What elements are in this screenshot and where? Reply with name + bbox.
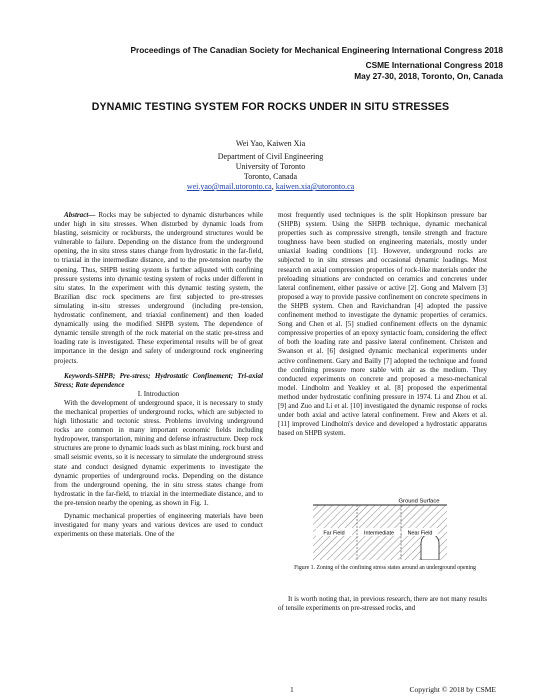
conference-header-dates: May 27-30, 2018, Toronto, On, Canada — [354, 71, 503, 81]
underground-opening — [421, 534, 439, 560]
author-university: University of Toronto — [235, 162, 306, 171]
author-emails — [0, 182, 541, 192]
email-separator: , — [271, 182, 276, 191]
intro-paragraph-1: With the development of underground space, it is necessary to study the mechanical properties of underground rocks, which are subjected to high lithostatic and tectonic stress. Problems involving underground rocks are common in many important economic fields including hydropower, transportation, mining and defense infrastructure. Deep rock structures are prone to dynamic loads such as blast mining, rock burst and small seismic events, so it is necessary to simulate the underground stress state and conduct designed dynamic experiments to investigate the dynamic properties of underground rocks. Depending on the distance from the underground opening, the in situ stress states change from hydrostatic in the far-field, to triaxial in the intermediate distance, and to the pre-tension nearby the opening, as shown in Fig. 1. — [54, 398, 263, 507]
right-column — [278, 211, 487, 438]
abstract-text: Rocks may be subjected to dynamic disturbances while under high in situ stresses. When disturbed by dynamic loads from blasting, seismicity or rockbursts, the underground structures would be vulnerable to failure. Depending on the distance from the underground opening, the in situ stress states change from hydrostatic in the far-field, to triaxial in the intermediate distance, and to the pre-tension nearby the opening. Thus, SHPB testing system is further adjusted with confining pressure systems into dynamic testing system of rocks under different in situ states. In the experiment with this dynamic testing system, the Brazilian disc rock specimens are first subjected to pre-stresses simulating in-situ stresses underground (including pre-tension, hydrostatic confinement, and triaxial confinement) and then loaded dynamically using the modified SHPB system. The dependence of dynamic tensile strength of the rock material on the static pre-stress and loading rate is investigated. These experimental results will be of great importance in the design and safety of underground rock engineering projects. — [54, 211, 263, 365]
author-department: Department of Civil Engineering — [217, 152, 324, 161]
conference-header-line2: CSME International Congress 2018 — [365, 60, 503, 70]
right-column-bottom — [278, 595, 487, 613]
figure-1-caption: Figure 1. Zoning of the confining stress states around an underground opening — [294, 565, 476, 571]
abstract-dash: — — [88, 211, 99, 219]
section-title-introduction: I. Introduction — [137, 389, 180, 398]
intro-paragraph-2: Dynamic mechanical properties of engineering materials have been investigated for many years and various devices are used to conduct experiments on these materials. One of the — [54, 512, 263, 539]
email-link-2[interactable]: kaiwen.xia@utoronto.ca — [275, 182, 355, 191]
figure-1 — [313, 496, 447, 560]
zone-label-near-field: Near Field — [407, 530, 433, 537]
left-column — [54, 211, 263, 539]
zone-label-intermediate: Intermediate — [364, 530, 394, 537]
abstract-label: Abstract — [64, 211, 89, 219]
page-number: 1 — [290, 685, 294, 694]
zone-label-far-field: Far Field — [323, 530, 345, 537]
paper-title: DYNAMIC TESTING SYSTEM FOR ROCKS UNDER IN SITU STRESSES — [91, 101, 450, 113]
figure-1-diagram — [313, 496, 447, 560]
author-city: Toronto, Canada — [243, 172, 298, 181]
keywords: Keywords-SHPB; Pre-stress; Hydrostatic Confinement; Tri-axial Stress; Rate dependence — [54, 371, 263, 389]
right-paragraph-1: most frequently used techniques is the split Hopkinson pressure bar (SHPB) system. Using the SHPB technique, dynamic mechanical properties such as compressive strength, tensile strength and fracture toughness have been studied on engineering materials, mostly under uniaxial loading conditions [1]. However, underground rocks are subjected to in situ stresses and occasional dynamic loadings. Most research on axial compression properties of rock-like materials under the preloading situations are conducted on ceramics and concretes under lateral confinement, either passive or active [2]. Gong and Malvern [3] proposed a way to provide passive confinement on concrete specimens in the SHPB system. Chen and Ravichandran [4] adopted the passive confinement method to investigate the dynamic properties of ceramics. Song and Chen et al. [5] studied confinement effects on the dynamic compressive properties of an epoxy syntactic foam, considering the effect of both the loading rate and passive lateral confinement. Christen and Swanson et al. [6] designed dynamic mechanical experiments under active confinement. Gary and Bailly [7] adopted the technique and found the confining pressure more stable with air as the medium. They conducted experiments on concrete and proposed a meso-mechanical model. Lindholm and Yeakley et al. [8] proposed the experimental method under hydrostatic confining pressure in 1974. Li and Zhou et al. [9] and Zuo and Li et al. [10] investigated the dynamic response of rocks under both axial and active lateral confinement. Frew and Akers et al. [11] improved Lindholm's device and developed a hydrostatic apparatus based on SHPB system. — [278, 211, 487, 438]
conference-header-line1: Proceedings of The Canadian Society for Mechanical Engineering International Congress 2018 — [130, 45, 503, 55]
author-names: Wei Yao, Kaiwen Xia — [235, 139, 306, 148]
right-paragraph-2: It is worth noting that, in previous research, there are not many results of tensile experiments on pre-stressed rocks, and — [278, 595, 487, 613]
copyright-notice: Copyright © 2018 by CSME — [409, 685, 496, 694]
abstract — [54, 211, 263, 366]
ground-surface-label: Ground Surface — [398, 498, 440, 505]
email-link-1[interactable]: wei.yao@mail.utoronto.ca — [186, 182, 272, 191]
